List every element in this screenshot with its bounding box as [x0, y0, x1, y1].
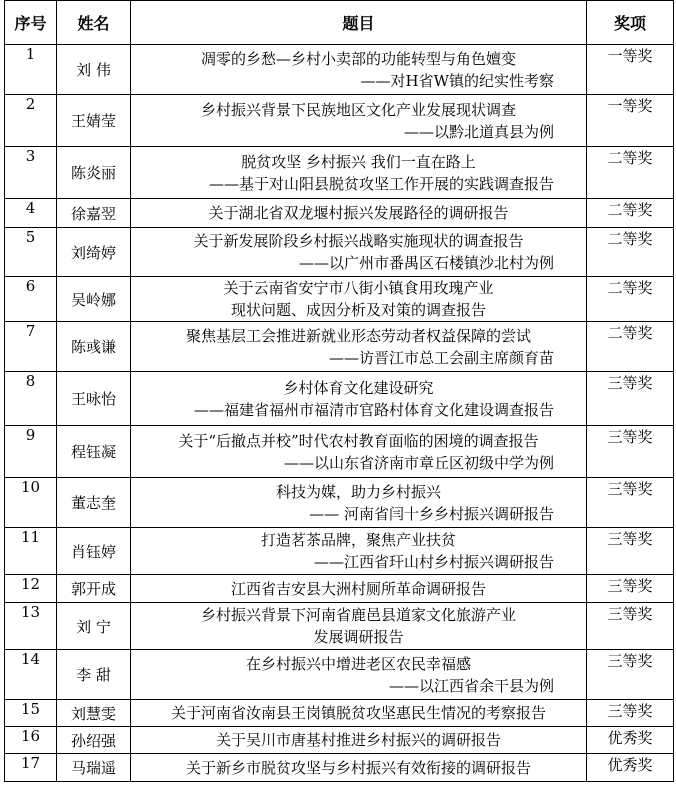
award-level: 二等奖 [587, 199, 674, 228]
student-name: 刘绮婷 [57, 228, 131, 277]
table-row [5, 45, 674, 95]
report-title [131, 603, 587, 650]
award-level: 三等奖 [587, 372, 674, 426]
student-name: 王咏怡 [57, 372, 131, 426]
student-name: 肖钰婷 [57, 528, 131, 575]
award-level: 三等奖 [587, 700, 674, 727]
table-row [5, 147, 674, 199]
student-name: 陈炎丽 [57, 147, 131, 199]
award-level: 优秀奖 [587, 727, 674, 754]
student-name: 李 甜 [57, 650, 131, 700]
title-line-1: 乡村振兴背景下民族地区文化产业发展现状调查 [200, 100, 516, 119]
title-line-1: 乡村体育文化建设研究 [283, 378, 434, 397]
title-line-2: ——江西省玕山村乡村振兴调研报告 [313, 553, 554, 571]
title-line-1: 关于湖北省双龙堰村振兴发展路径的调研报告 [208, 204, 509, 222]
header-title: 题目 [131, 1, 587, 45]
row-number: 6 [5, 277, 57, 322]
student-name: 董志奎 [57, 478, 131, 528]
row-number: 13 [5, 603, 57, 650]
row-number: 9 [5, 426, 57, 478]
title-line-2: ——对H省W镇的纪实性考察 [360, 71, 554, 90]
award-level: 二等奖 [587, 228, 674, 277]
award-level: 三等奖 [587, 528, 674, 575]
report-title [131, 650, 587, 700]
award-level: 三等奖 [587, 426, 674, 478]
student-name: 吴岭娜 [57, 277, 131, 322]
award-level: 三等奖 [587, 478, 674, 528]
award-level: 二等奖 [587, 277, 674, 322]
awards-table [4, 0, 674, 782]
row-number: 16 [5, 727, 57, 754]
award-level: 优秀奖 [587, 754, 674, 782]
report-title [131, 322, 587, 372]
row-number: 5 [5, 228, 57, 277]
row-number: 1 [5, 45, 57, 95]
award-level: 一等奖 [587, 95, 674, 147]
report-title [131, 700, 587, 727]
title-line-1: 凋零的乡愁—乡村小卖部的功能转型与角色嬗变 [200, 49, 516, 68]
report-title [131, 95, 587, 147]
report-title [131, 45, 587, 95]
award-level: 三等奖 [587, 650, 674, 700]
report-title [131, 199, 587, 228]
title-line-2: 发展调研报告 [313, 628, 404, 646]
row-number: 17 [5, 754, 57, 782]
table-row [5, 650, 674, 700]
row-number: 10 [5, 478, 57, 528]
report-title [131, 147, 587, 199]
table-row [5, 603, 674, 650]
award-level: 二等奖 [587, 322, 674, 372]
report-title [131, 754, 587, 782]
title-line-1: 江西省吉安县大洲村厕所革命调研报告 [230, 579, 486, 598]
report-title [131, 575, 587, 603]
row-number: 12 [5, 575, 57, 603]
award-level: 三等奖 [587, 575, 674, 603]
report-title [131, 528, 587, 575]
table-row [5, 700, 674, 727]
report-title [131, 277, 587, 322]
row-number: 14 [5, 650, 57, 700]
title-line-2: ——基于对山阳县脱贫攻坚工作开展的实践调查报告 [208, 174, 554, 193]
table-row [5, 228, 674, 277]
table-row [5, 372, 674, 426]
table-row [5, 575, 674, 603]
award-level: 二等奖 [587, 147, 674, 199]
row-number: 3 [5, 147, 57, 199]
title-line-2: —— 河南省闫十乡乡村振兴调研报告 [309, 504, 554, 523]
student-name: 郭开成 [57, 575, 131, 603]
award-level: 一等奖 [587, 45, 674, 95]
award-level: 三等奖 [587, 603, 674, 650]
title-line-2: ——以江西省余干县为例 [388, 676, 554, 695]
title-line-2: 现状问题、成因分析及对策的调查报告 [230, 301, 486, 319]
table-row [5, 322, 674, 372]
report-title [131, 478, 587, 528]
row-number: 7 [5, 322, 57, 372]
student-name: 刘 伟 [57, 45, 131, 95]
title-line-1: 关于河南省汝南县王岗镇脱贫攻坚惠民生情况的考察报告 [170, 704, 546, 722]
title-line-1: 脱贫攻坚 乡村振兴 我们一直在路上 [241, 152, 476, 171]
title-line-1: 在乡村振兴中增进老区农民幸福感 [245, 654, 471, 673]
title-line-1: 科技为媒，助力乡村振兴 [275, 482, 441, 501]
report-title [131, 372, 587, 426]
title-line-1: 关于“后撤点并校”时代农村教育面临的困境的调查报告 [178, 431, 539, 450]
student-name: 孙绍强 [57, 727, 131, 754]
student-name: 陈彧谦 [57, 322, 131, 372]
table-row [5, 478, 674, 528]
student-name: 刘慧雯 [57, 700, 131, 727]
title-line-1: 聚焦基层工会推进新就业形态劳动者权益保障的尝试 [185, 326, 531, 345]
student-name: 徐嘉翌 [57, 199, 131, 228]
report-title [131, 426, 587, 478]
header-no: 序号 [5, 1, 57, 45]
table-row [5, 199, 674, 228]
student-name: 刘 宁 [57, 603, 131, 650]
row-number: 2 [5, 95, 57, 147]
table-row [5, 727, 674, 754]
row-number: 11 [5, 528, 57, 575]
table-row [5, 95, 674, 147]
header-award: 奖项 [587, 1, 674, 45]
row-number: 15 [5, 700, 57, 727]
title-line-2: ——以山东省济南市章丘区初级中学为例 [283, 453, 554, 472]
row-number: 4 [5, 199, 57, 228]
title-line-1: 关于新发展阶段乡村振兴战略实施现状的调查报告 [193, 232, 524, 250]
header-row [5, 1, 674, 45]
table-row [5, 277, 674, 322]
title-line-2: ——访晋江市总工会副主席颜育苗 [328, 348, 554, 367]
title-line-1: 乡村振兴背景下河南省鹿邑县道家文化旅游产业 [200, 606, 516, 624]
student-name: 王婧莹 [57, 95, 131, 147]
student-name: 马瑞遥 [57, 754, 131, 782]
title-line-1: 打造茗茶品牌，聚焦产业扶贫 [260, 531, 456, 549]
title-line-1: 关于云南省安宁市八街小镇食用玫瑰产业 [223, 279, 494, 297]
student-name: 程钰凝 [57, 426, 131, 478]
table-row [5, 754, 674, 782]
title-line-1: 关于吴川市唐基村推进乡村振兴的调研报告 [215, 731, 501, 749]
title-line-2: ——以黔北道真县为例 [403, 122, 554, 141]
title-line-2: ——以广州市番禺区石楼镇沙北村为例 [298, 254, 554, 272]
report-title [131, 228, 587, 277]
table-row [5, 528, 674, 575]
row-number: 8 [5, 372, 57, 426]
table-row [5, 426, 674, 478]
report-title [131, 727, 587, 754]
header-name: 姓名 [57, 1, 131, 45]
title-line-2: ——福建省福州市福清市官路村体育文化建设调查报告 [193, 400, 554, 419]
title-line-1: 关于新乡市脱贫攻坚与乡村振兴有效衔接的调研报告 [185, 758, 531, 777]
